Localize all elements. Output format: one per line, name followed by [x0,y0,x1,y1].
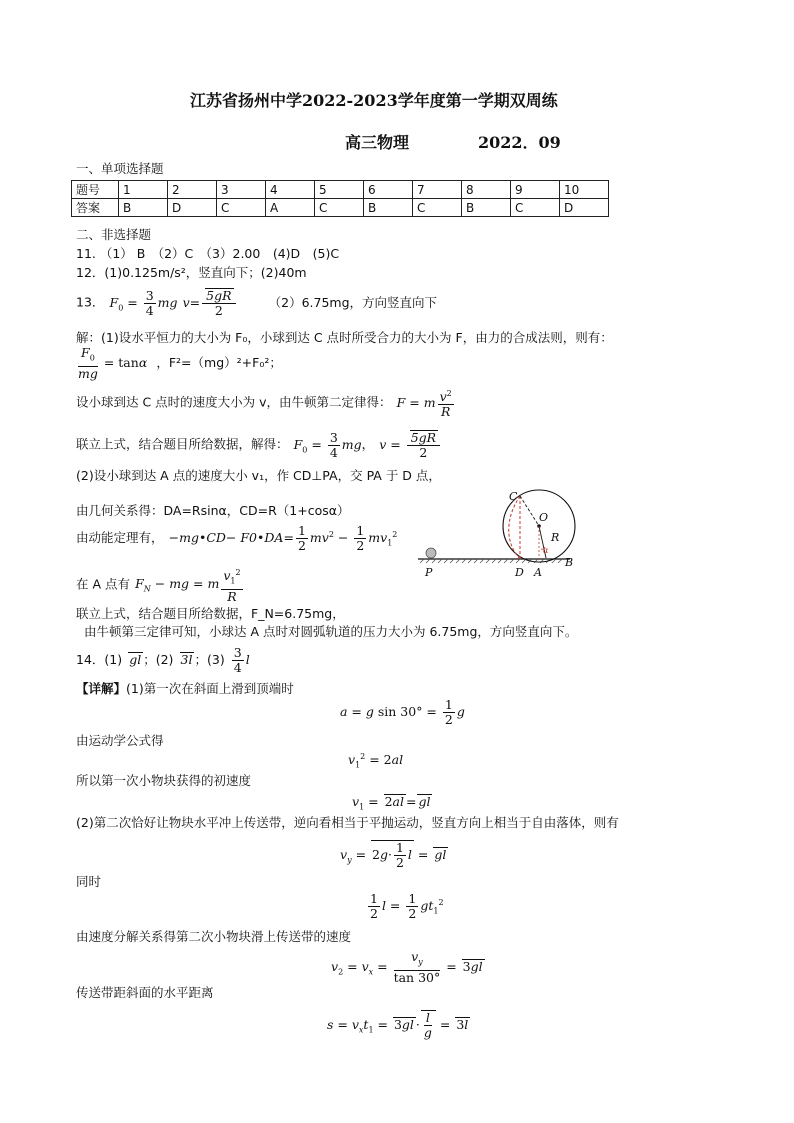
q13-tan-relation [76,346,282,381]
table-cell: B [462,199,511,217]
q14-distance: 传送带距斜面的水平距离 [76,985,214,1000]
q14-answer2: 3l [180,652,193,667]
q13-force-relation: ，F²=（mg）²+F₀²； [156,354,282,370]
label-p: P [425,566,433,579]
table-row-answers [72,199,609,217]
q13-number: 13． [76,294,105,310]
table-cell: 9 [511,181,560,199]
label-a: A [534,566,542,579]
table-cell: 6 [364,181,413,199]
q13-geometry: 由几何关系得：DA=Rsinα，CD=R（1+cosα） [76,503,350,518]
q14-kinematics: 由运动学公式得 [76,733,164,748]
q14-detail-label: 【详解】 [76,681,127,696]
q13-combine-line: 联立上式，结合题目所给数据，解得： $F_0$ = $\frac{3}{4}$ mg， v = $\frac{5gR}{2}$ [76,430,442,460]
circular-track-figure [412,486,582,582]
formula-distance: $s = v_xt_1 = 3gl$ · $\frac{l}{g}$ = 3l [327,1010,469,1040]
answer-table [71,180,609,217]
formula-v-result: v = $\frac{5gR}{2}$ [379,437,442,452]
table-cell: C [413,199,462,217]
table-cell: 2 [168,181,217,199]
q13-speed-line [76,387,456,419]
table-cell: 4 [266,181,315,199]
table-cell: 10 [560,181,609,199]
label-r: R [551,531,560,544]
q13-formula-f0: $F_0$ = $\frac{3}{4}$ mg [109,287,178,318]
label-b: B [565,556,574,569]
table-cell: C [217,199,266,217]
q13-newton3: 由牛顿第三定律可知，小球达 A 点时对圆弧轨道的压力大小为 6.75mg，方向竖直向下。 [84,624,578,639]
formula-v1: $v_1 = 2al$ = gl [352,794,431,812]
q13-part2: （2）6.75mg，方向竖直向下 [268,294,438,310]
q14-step2: (2)第二次恰好让物块水平冲上传送带，逆向看相当于平抛运动，竖直方向上相当于自由落体，则有 [76,815,619,830]
label-d: D [515,566,524,579]
table-header-cell: 题号 [72,181,119,199]
table-cell: 3 [217,181,266,199]
date-label: 2022．09 [478,133,561,152]
q14-initial-velocity: 所以第一次小物块获得的初速度 [76,773,252,788]
q14-detail-line [76,678,294,697]
formula-normal-force: $F_N$ − mg = m $\frac{v_1^2}{R}$ [135,568,241,604]
formula-tan: $\frac{F_0}{mg}$ = tanα [78,345,148,381]
formula-newton2: F = m $\frac{v^2}{R}$ [396,389,452,420]
formula-acceleration: a = g sin 30° = $\frac{1}{2}$ g [340,697,465,727]
answer-q12: 12．(1)0.125m/s²，竖直向下；(2)40m [76,265,307,280]
table-row-numbers [72,181,609,199]
label-o: O [539,511,549,524]
q13-combine2: 联立上式，结合题目所给数据，F_N=6.75mg， [76,606,345,621]
answer-q14: 14．(1) gl ；(2) 3l ；(3) $\frac{3}{4}$ l [76,645,250,675]
section-heading-nonchoice: 二、非选择题 [76,227,152,242]
document-title: 江苏省扬州中学2022-2023学年度第一学期双周练 [190,91,558,110]
table-cell: B [119,199,168,217]
table-cell: B [364,199,413,217]
formula-work-energy: −mg•CD− F0•DA= $\frac{1}{2}$ $mv^2$ − $\frac{1}{2}$ $mv_1^2$ [168,523,398,553]
q13-energy-line [76,524,397,553]
label-alpha: α [543,546,549,555]
formula-vy: $v_y = 2g\cdot$ $\frac{1}{2}$ l = gl [340,840,447,870]
answer-q11: 11. （1） B （2）C （3）2.00 (4)D (5)C [76,246,340,261]
table-cell: A [266,199,315,217]
q13-part2-intro: (2)设小球到达 A 点的速度大小 v₁，作 CD⊥PA，交 PA 于 D 点， [76,468,441,483]
q13-combine-text: 联立上式，结合题目所给数据，解得： [76,436,289,452]
q14-decomposition: 由速度分解关系得第二次小物块滑上传送带的速度 [76,929,352,944]
section-heading-choice: 一、单项选择题 [76,161,164,176]
label-c: C [509,490,518,503]
q13-point-a-line [76,566,245,604]
q14-same-time: 同时 [76,874,102,889]
subject-label: 高三物理 [345,133,410,152]
answer-q13 [76,288,437,318]
q14-step1: (1)第一次在斜面上滑到顶端时 [126,681,294,696]
table-cell: 5 [315,181,364,199]
table-cell: 1 [119,181,168,199]
q13-point-a-text: 在 A 点有 [76,576,130,592]
q13-speed-text: 设小球到达 C 点时的速度大小为 v，由牛顿第二定律得： [76,394,392,410]
table-cell: C [315,199,364,217]
trajectory-arc [509,496,520,559]
table-cell: C [511,199,560,217]
formula-v1-squared: $v_1^2 = 2al$ [348,752,404,770]
table-cell: D [168,199,217,217]
formula-f0-result: $F_0$ = $\frac{3}{4}$ mg [293,429,362,460]
q13-energy-text: 由动能定理有， [76,530,164,545]
q14-answer1: gl [129,652,142,667]
table-cell: D [560,199,609,217]
table-cell: 8 [462,181,511,199]
formula-v2: $v_2 = v_x$ = $\frac{v_y}{\tan 30^\circ}$ = 3gl [331,949,483,985]
q14-answer3: $\frac{3}{4}$ l [233,645,250,675]
formula-free-fall: $\frac{1}{2}$ l = $\frac{1}{2}$ $gt_1^2$ [370,891,444,921]
ball [426,548,436,558]
q13-solution-intro: 解：(1)设水平恒力的大小为 F₀，小球到达 C 点时所受合力的大小为 F，由力的合成法则，则有： [76,330,613,345]
q13-formula-v: v= $\frac{5gR}{2}$ [183,295,238,310]
table-cell: 7 [413,181,462,199]
q14-number: 14．(1) [76,652,123,667]
table-header-cell: 答案 [72,199,119,217]
co-line [520,496,539,526]
